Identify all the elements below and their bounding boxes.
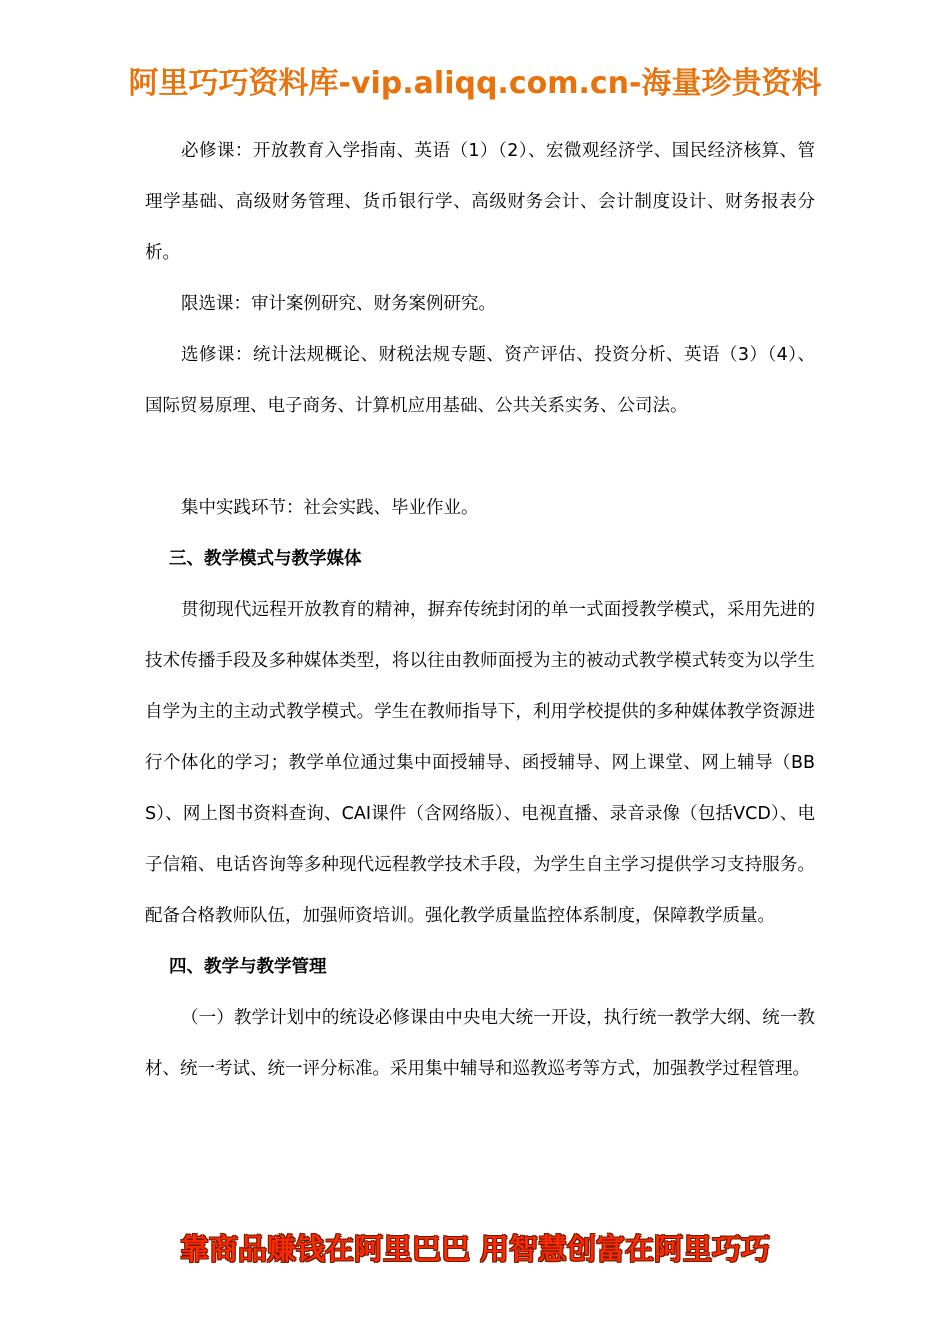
document-body: [145, 126, 815, 1095]
header-banner: 阿里巧巧资料库-vip.aliqq.com.cn-海量珍贵资料: [128, 66, 822, 101]
section-4-heading: 四、教学与教学管理: [169, 957, 327, 977]
section-4-paragraph: （一）教学计划中的统设必修课由中央电大统一开设，执行统一教学大纲、统一教材、统一考试、统一评分标准。采用集中辅导和巡教巡考等方式，加强教学过程管理。: [145, 1008, 815, 1079]
section-3-paragraph: 贯彻现代远程开放教育的精神，摒弃传统封闭的单一式面授教学模式，采用先进的技术传播手段及多种媒体类型，将以往由教师面授为主的被动式教学模式转变为以学生自学为主的主动式教学模式。学生在教师指导下，利用学校提供的多种媒体教学资源进行个体化的学习；教学单位通过集中面授辅导、函授辅导、网上课堂、网上辅导（BBS）、网上图书资料查询、CAI课件（含网络版）、电视直播、录音录像（包括VCD）、电子信箱、电话咨询等多种现代远程教学技术手段，为学生自主学习提供学习支持服务。配备合格教师队伍，加强师资培训。强化教学质量监控体系制度，保障教学质量。: [145, 600, 815, 926]
required-courses-paragraph: 必修课：开放教育入学指南、英语（1）（2）、宏微观经济学、国民经济核算、管理学基础、高级财务管理、货币银行学、高级财务会计、会计制度设计、财务报表分析。: [145, 141, 815, 263]
elective-courses-paragraph: 选修课：统计法规概论、财税法规专题、资产评估、投资分析、英语（3）（4）、国际贸易原理、电子商务、计算机应用基础、公共关系实务、公司法。: [145, 345, 815, 416]
spacer: [145, 432, 815, 483]
practice-paragraph: 集中实践环节：社会实践、毕业作业。: [181, 498, 479, 518]
footer-banner: 靠商品赚钱在阿里巴巴 用智慧创富在阿里巧巧: [179, 1232, 771, 1266]
section-3-heading: 三、教学模式与教学媒体: [169, 549, 362, 569]
limited-courses-paragraph: 限选课：审计案例研究、财务案例研究。: [181, 294, 496, 314]
